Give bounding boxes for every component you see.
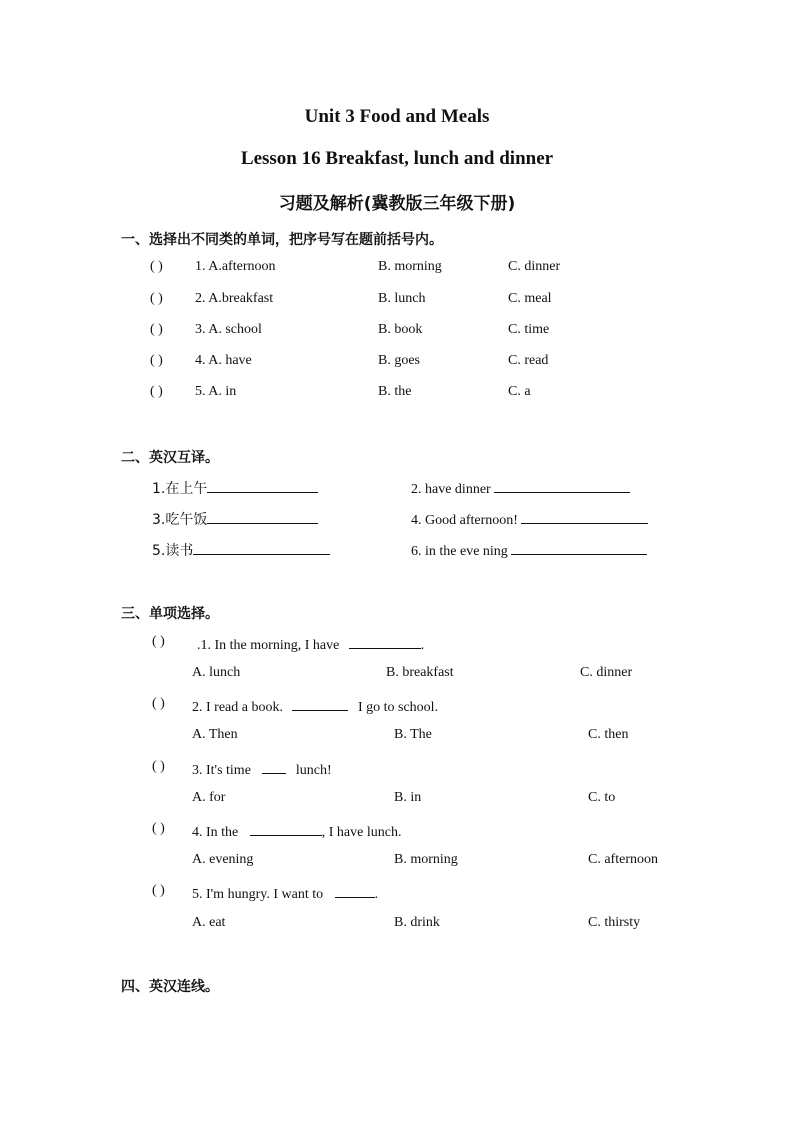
s3-question xyxy=(0,883,794,903)
answer-blank[interactable] xyxy=(262,759,286,774)
option-a: A. lunch xyxy=(192,665,241,680)
s1-item xyxy=(0,353,794,373)
answer-blank[interactable] xyxy=(521,509,648,524)
translate-prompt-left: 5.读书 xyxy=(152,543,194,559)
answer-blank[interactable] xyxy=(335,883,375,898)
answer-blank[interactable] xyxy=(511,540,647,555)
s2-item xyxy=(0,478,794,498)
option-c: C. thirsty xyxy=(588,915,641,930)
translate-prompt-right: 6. in the eve ning xyxy=(411,544,508,559)
option-c: C. dinner xyxy=(580,665,633,680)
translate-prompt-left: 1.在上午 xyxy=(152,481,208,497)
option-a: 2. A.breakfast xyxy=(195,291,274,306)
s1-item xyxy=(0,322,794,342)
option-b: B. morning xyxy=(378,259,442,274)
answer-paren: ( ) xyxy=(150,259,163,274)
answer-blank[interactable] xyxy=(207,478,318,493)
question-text-end: , I have lunch. xyxy=(321,825,402,840)
question-text: 2. I read a book. xyxy=(192,700,283,715)
option-a: 1. A.afternoon xyxy=(195,259,276,274)
question-text: 4. In the xyxy=(192,825,239,840)
section2-heading: 二、英汉互译。 xyxy=(121,450,219,466)
question-text: 3. It's time xyxy=(192,763,251,778)
option-a: A. for xyxy=(192,790,226,805)
s3-options xyxy=(0,727,794,747)
option-b: B. goes xyxy=(378,353,420,368)
answer-paren: ( ) xyxy=(150,353,163,368)
option-c: C. a xyxy=(508,384,531,399)
option-a: 5. A. in xyxy=(195,384,237,399)
option-b: B. The xyxy=(394,727,432,742)
s3-question xyxy=(0,634,794,654)
answer-blank[interactable] xyxy=(250,821,322,836)
answer-paren: ( ) xyxy=(150,291,163,306)
option-b: B. lunch xyxy=(378,291,426,306)
question-text-end: I go to school. xyxy=(357,700,439,715)
lesson-title: Lesson 16 Breakfast, lunch and dinner xyxy=(240,148,554,169)
s1-item xyxy=(0,259,794,279)
translate-prompt-right: 4. Good afternoon! xyxy=(411,513,518,528)
option-b: B. drink xyxy=(394,915,440,930)
answer-blank[interactable] xyxy=(292,696,348,711)
section3-heading: 三、单项选择。 xyxy=(121,606,219,622)
answer-blank[interactable] xyxy=(207,509,318,524)
answer-paren: ( ) xyxy=(152,883,165,898)
question-text: .1. In the morning, I have xyxy=(197,638,340,653)
answer-paren: ( ) xyxy=(152,821,165,836)
option-b: B. breakfast xyxy=(386,665,454,680)
option-a: A. Then xyxy=(192,727,238,742)
s3-options xyxy=(0,915,794,935)
translate-prompt-right: 2. have dinner xyxy=(411,482,491,497)
option-c: C. time xyxy=(508,322,550,337)
option-a: 3. A. school xyxy=(195,322,262,337)
question-text-end: lunch! xyxy=(295,763,332,778)
answer-paren: ( ) xyxy=(150,322,163,337)
s1-item xyxy=(0,384,794,404)
section1-heading: 一、选择出不同类的单词，把序号写在题前括号内。 xyxy=(121,232,443,248)
option-a: A. eat xyxy=(192,915,226,930)
s2-item xyxy=(0,509,794,529)
answer-blank[interactable] xyxy=(349,634,421,649)
translate-prompt-left: 3.吃午饭 xyxy=(152,512,208,528)
section4-heading: 四、英汉连线。 xyxy=(121,979,219,995)
option-c: C. afternoon xyxy=(588,852,658,867)
s1-item xyxy=(0,291,794,311)
option-c: C. meal xyxy=(508,291,552,306)
option-a: A. evening xyxy=(192,852,254,867)
option-c: C. to xyxy=(588,790,616,805)
option-b: B. the xyxy=(378,384,412,399)
answer-paren: ( ) xyxy=(152,634,165,649)
option-b: B. morning xyxy=(394,852,458,867)
s3-question xyxy=(0,821,794,841)
answer-paren: ( ) xyxy=(152,696,165,711)
worksheet-subtitle: 习题及解析(冀教版三年级下册) xyxy=(278,194,516,214)
unit-title: Unit 3 Food and Meals xyxy=(304,106,490,127)
option-c: C. then xyxy=(588,727,629,742)
option-c: C. dinner xyxy=(508,259,561,274)
s3-question xyxy=(0,759,794,779)
option-b: B. in xyxy=(394,790,422,805)
answer-blank[interactable] xyxy=(494,478,630,493)
s3-options xyxy=(0,665,794,685)
answer-paren: ( ) xyxy=(152,759,165,774)
answer-paren: ( ) xyxy=(150,384,163,399)
s3-options xyxy=(0,852,794,872)
question-text: 5. I'm hungry. I want to xyxy=(192,887,324,902)
s3-options xyxy=(0,790,794,810)
s3-question xyxy=(0,696,794,716)
question-text-end: . xyxy=(374,887,379,902)
question-text-end: . xyxy=(420,638,425,653)
option-c: C. read xyxy=(508,353,549,368)
option-b: B. book xyxy=(378,322,423,337)
answer-blank[interactable] xyxy=(193,540,330,555)
option-a: 4. A. have xyxy=(195,353,252,368)
s2-item xyxy=(0,540,794,560)
